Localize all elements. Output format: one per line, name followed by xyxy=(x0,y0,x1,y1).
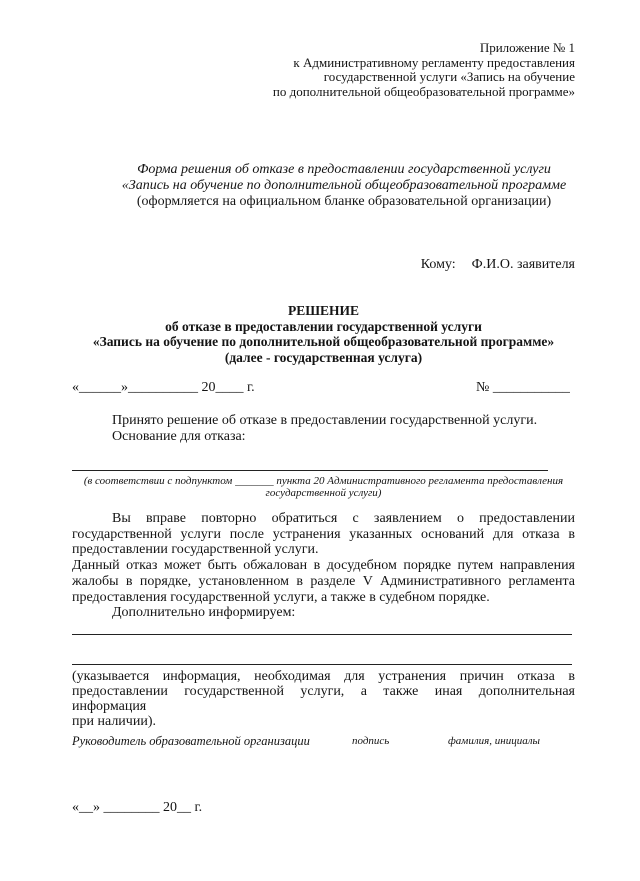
addressee-label: Кому: xyxy=(420,257,456,272)
signatory-position: Руководитель образовательной организации xyxy=(72,734,310,748)
decision-subtitle-line: об отказе в предоставлении государственной услуги xyxy=(165,318,482,334)
appeal-line: Данный отказ может быть обжалован в досудебном порядке путем направления xyxy=(72,558,575,574)
form-heading xyxy=(100,162,588,210)
form-heading-line: «Запись на обучение по дополнительной общеобразовательной программе xyxy=(121,178,567,193)
decision-subtitle-line: «Запись на обучение по дополнительной общеобразовательной программе» xyxy=(92,334,555,350)
additional-info-fill-line xyxy=(72,664,572,665)
appendix-line: к Административному регламенту предоставления xyxy=(293,54,575,70)
addressee-value: Ф.И.О. заявителя xyxy=(471,257,575,272)
decision-date-field: «______»__________ 20____ г. xyxy=(72,380,255,395)
decision-title-block xyxy=(72,303,575,366)
signing-date: «__» ________ 20__ г. xyxy=(72,800,203,815)
appeal-line: предоставления государственной услуги, а также в судебном порядке. xyxy=(72,589,490,605)
appendix-number: Приложение № 1 xyxy=(479,40,575,55)
note-line: при наличии). xyxy=(72,714,156,729)
appendix-line: государственной услуги «Запись на обучение xyxy=(323,69,575,85)
signature-field-label: подпись xyxy=(352,735,390,747)
refusal-basis-label: Основание для отказа: xyxy=(112,429,246,444)
decision-statement xyxy=(112,413,537,445)
appeal-line: государственной услуги после устранения указанных оснований для отказа в xyxy=(72,526,575,542)
decision-number-field: № ___________ xyxy=(476,380,570,395)
appeal-line: Вы вправе повторно обратиться с заявлением о предоставлении xyxy=(112,511,575,526)
appeal-line: жалобы в порядке, установленном в разделе V Административного регламента xyxy=(72,573,575,589)
additional-info-note xyxy=(72,669,575,729)
form-heading-note: (оформляется на официальном бланке образовательной организации) xyxy=(136,194,552,209)
caption-line: государственной услуги) xyxy=(265,487,382,499)
additional-info-fill-line xyxy=(72,634,572,635)
note-line: предоставлении государственной услуги, а также иная дополнительная информация xyxy=(72,684,575,714)
addressee xyxy=(421,257,575,273)
form-heading-line: Форма решения об отказе в предоставлении государственной услуги xyxy=(137,162,551,177)
refusal-basis-caption xyxy=(72,475,575,499)
appeal-line: предоставлении государственной услуги. xyxy=(72,542,319,558)
statement-line: Принято решение об отказе в предоставлении государственной услуги. xyxy=(112,413,538,428)
appendix-line: по дополнительной общеобразовательной программе» xyxy=(272,84,575,100)
additional-info-label: Дополнительно информируем: xyxy=(112,605,296,621)
signatory-name-label: фамилия, инициалы xyxy=(448,735,540,747)
signature-line xyxy=(0,733,640,749)
decision-title: РЕШЕНИЕ xyxy=(287,303,360,318)
caption-line: (в соответствии с подпунктом _______ пункта 20 Административного регламента предоставления xyxy=(83,475,564,487)
appendix-header xyxy=(273,41,575,100)
date-number-line xyxy=(72,380,575,396)
appeal-paragraph xyxy=(72,511,575,621)
refusal-basis-fill-line xyxy=(72,470,548,471)
note-line: (указывается информация, необходимая для устранения причин отказа в xyxy=(72,669,575,684)
decision-subtitle-line: (далее - государственная услуга) xyxy=(224,350,423,366)
